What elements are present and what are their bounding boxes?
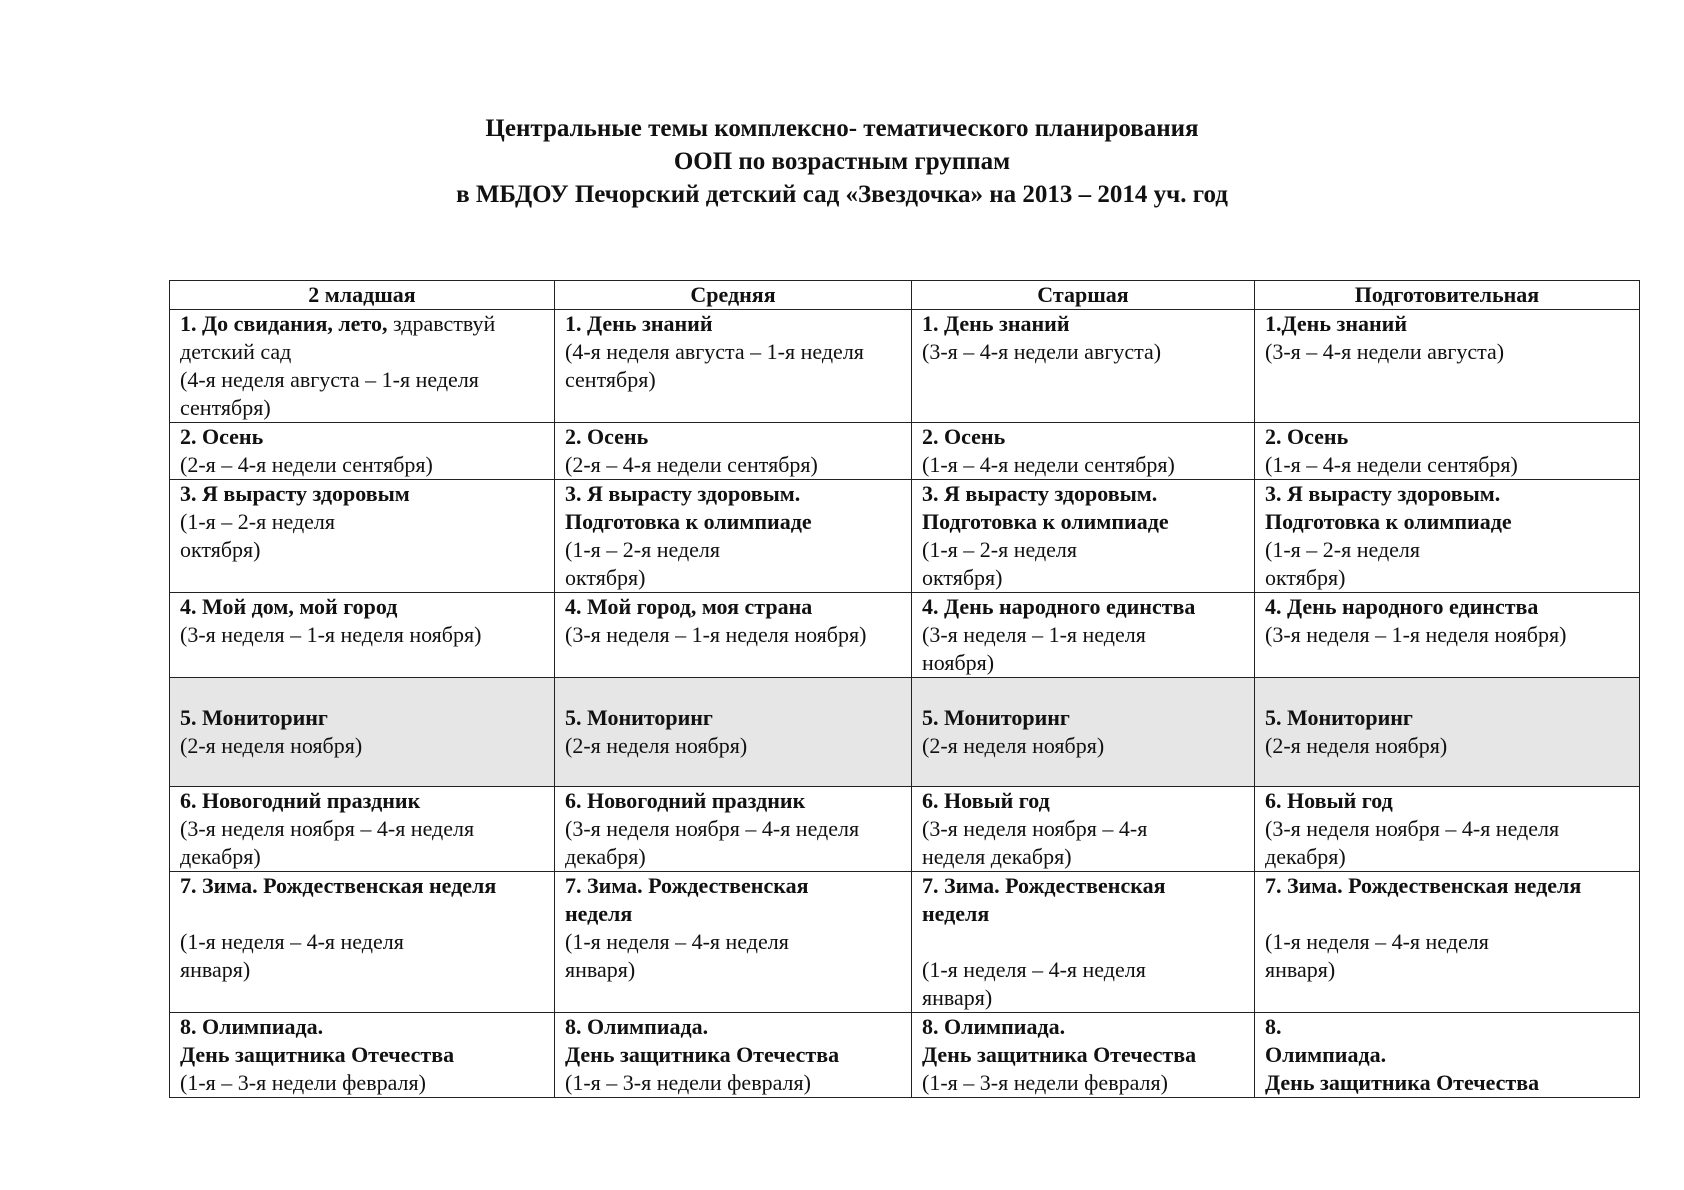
cell-bold-text: 8. [1265, 1014, 1282, 1039]
cell-line [1265, 1013, 1633, 1041]
cell-bold-text: 7. Зима. Рождественская неделя [1265, 873, 1582, 898]
table-row [170, 593, 1640, 678]
cell-line [922, 564, 1248, 592]
cell-regular-text: (1-я – 4-я недели сентября) [922, 452, 1175, 477]
cell-line [1265, 928, 1633, 956]
cell-line [180, 928, 548, 956]
table-cell [912, 678, 1255, 787]
table-cell [1255, 310, 1640, 423]
cell-line [565, 564, 905, 592]
cell-line [565, 451, 905, 479]
cell-regular-text: января) [922, 985, 993, 1010]
column-header: Подготовительная [1255, 281, 1640, 310]
title-line: ООП по возрастным группам [673, 148, 1011, 175]
cell-regular-text: декабря) [565, 844, 646, 869]
cell-regular-text: (4-я неделя августа – 1-я неделя [565, 339, 864, 364]
cell-line [922, 649, 1248, 677]
cell-line [922, 732, 1248, 760]
table-cell [555, 593, 912, 678]
cell-bold-text: 1. День знаний [565, 311, 713, 336]
cell-bold-text: 6. Новый год [1265, 788, 1393, 813]
cell-line [1265, 900, 1633, 928]
cell-regular-text: (2-я – 4-я недели сентября) [565, 452, 818, 477]
cell-regular-text: (2-я – 4-я недели сентября) [180, 452, 433, 477]
cell-line [180, 310, 548, 338]
cell-bold-text: 3. Я вырасту здоровым [180, 481, 410, 506]
cell-bold-text: 4. День народного единства [1265, 594, 1539, 619]
cell-line [180, 1069, 548, 1097]
cell-line [1265, 1041, 1633, 1069]
cell-bold-text: 1.День знаний [1265, 311, 1408, 336]
cell-line [180, 394, 548, 422]
cell-line [1265, 593, 1633, 621]
cell-regular-text: декабря) [1265, 844, 1346, 869]
table-cell [1255, 678, 1640, 787]
cell-line [922, 1069, 1248, 1097]
cell-bold-text: 8. Олимпиада. [922, 1014, 1066, 1039]
cell-line [1265, 843, 1633, 871]
cell-bold-text: 2. Осень [565, 424, 649, 449]
table-cell [555, 1013, 912, 1098]
document-title [0, 112, 1684, 211]
table-body [170, 310, 1640, 1098]
table-header-row [170, 281, 1640, 310]
table-cell [912, 310, 1255, 423]
cell-line [565, 338, 905, 366]
cell-line [565, 423, 905, 451]
cell-regular-text: (1-я – 3-я недели февраля) [922, 1070, 1168, 1095]
cell-line [180, 536, 548, 564]
cell-regular-text: детский сад [180, 339, 292, 364]
table-cell [555, 310, 912, 423]
cell-regular-text: (3-я неделя – 1-я неделя ноября) [1265, 622, 1567, 647]
cell-line [922, 536, 1248, 564]
cell-line [922, 480, 1248, 508]
table-cell [170, 787, 555, 872]
cell-regular-text: октября) [565, 565, 646, 590]
cell-line [1265, 787, 1633, 815]
cell-bold-text: 3. Я вырасту здоровым. [1265, 481, 1501, 506]
cell-regular-text: (3-я неделя ноября – 4-я неделя [565, 816, 860, 841]
cell-line [180, 732, 548, 760]
cell-regular-text: (1-я неделя – 4-я неделя [565, 929, 789, 954]
cell-line [180, 593, 548, 621]
cell-regular-text: (3-я неделя ноября – 4-я [922, 816, 1148, 841]
table-cell [1255, 480, 1640, 593]
cell-regular-text: (2-я неделя ноября) [180, 733, 363, 758]
cell-line [565, 310, 905, 338]
cell-regular-text: здравствуй [387, 311, 496, 336]
cell-line [180, 451, 548, 479]
cell-regular-text: (3-я неделя – 1-я неделя ноября) [180, 622, 482, 647]
table-cell [555, 480, 912, 593]
cell-regular-text: (1-я – 2-я неделя [180, 509, 336, 534]
cell-bold-text: 6. Новый год [922, 788, 1050, 813]
cell-regular-text: (1-я – 2-я неделя [1265, 537, 1421, 562]
cell-line [180, 1041, 548, 1069]
cell-line [565, 928, 905, 956]
cell-line [565, 1013, 905, 1041]
table-cell [912, 423, 1255, 480]
cell-regular-text: (2-я неделя ноября) [1265, 733, 1448, 758]
column-header: Старшая [912, 281, 1255, 310]
cell-regular-text: (4-я неделя августа – 1-я неделя [180, 367, 479, 392]
cell-bold-text: 4. Мой дом, мой город [180, 594, 398, 619]
cell-line [180, 872, 548, 900]
table-row [170, 678, 1640, 787]
cell-regular-text: (1-я неделя – 4-я неделя [180, 929, 404, 954]
cell-regular-text: сентября) [180, 395, 271, 420]
cell-line [1265, 536, 1633, 564]
cell-line [922, 338, 1248, 366]
cell-regular-text: (3-я неделя ноября – 4-я неделя [1265, 816, 1560, 841]
column-header: Средняя [555, 281, 912, 310]
cell-bold-text: День защитника Отечества [922, 1042, 1197, 1067]
cell-line [1265, 423, 1633, 451]
cell-bold-text: неделя [922, 901, 990, 926]
cell-line [922, 843, 1248, 871]
cell-bold-text: 4. День народного единства [922, 594, 1196, 619]
column-header: 2 младшая [170, 281, 555, 310]
table-cell [1255, 872, 1640, 1013]
table-row [170, 1013, 1640, 1098]
cell-regular-text: (1-я – 3-я недели февраля) [180, 1070, 426, 1095]
cell-bold-text: 2. Осень [1265, 424, 1349, 449]
cell-line [565, 843, 905, 871]
cell-line [1265, 310, 1633, 338]
table-cell [555, 872, 912, 1013]
cell-line [922, 787, 1248, 815]
cell-line [1265, 815, 1633, 843]
cell-line [1265, 1069, 1633, 1097]
cell-bold-text: 2. Осень [922, 424, 1006, 449]
cell-line [922, 704, 1248, 732]
cell-regular-text: (3-я неделя – 1-я неделя ноября) [565, 622, 867, 647]
cell-line [180, 621, 548, 649]
cell-regular-text: октября) [1265, 565, 1346, 590]
cell-bold-text: Подготовка к олимпиаде [922, 509, 1169, 534]
cell-line [565, 787, 905, 815]
cell-regular-text: неделя декабря) [922, 844, 1072, 869]
table-cell [912, 872, 1255, 1013]
cell-regular-text: (3-я неделя ноября – 4-я неделя [180, 816, 475, 841]
cell-bold-text: 1. День знаний [922, 311, 1070, 336]
table-row [170, 310, 1640, 423]
cell-line [565, 366, 905, 394]
table-cell [1255, 1013, 1640, 1098]
cell-bold-text: День защитника Отечества [565, 1042, 840, 1067]
cell-bold-text: День защитника Отечества [1265, 1070, 1540, 1095]
cell-line [922, 900, 1248, 928]
cell-line [180, 843, 548, 871]
cell-line [180, 704, 548, 732]
cell-line [180, 480, 548, 508]
cell-line [565, 508, 905, 536]
cell-line [922, 1013, 1248, 1041]
cell-regular-text: ноября) [922, 650, 995, 675]
cell-regular-text: декабря) [180, 844, 261, 869]
cell-bold-text: 7. Зима. Рождественская [565, 873, 809, 898]
cell-regular-text: января) [1265, 957, 1336, 982]
table-cell [170, 593, 555, 678]
table-cell [1255, 423, 1640, 480]
table-cell [912, 787, 1255, 872]
cell-line [922, 872, 1248, 900]
table-cell [1255, 593, 1640, 678]
cell-line [922, 956, 1248, 984]
table-cell [1255, 787, 1640, 872]
cell-bold-text: 5. Мониторинг [180, 705, 328, 730]
cell-regular-text: (3-я неделя – 1-я неделя [922, 622, 1146, 647]
cell-line [180, 508, 548, 536]
cell-line [180, 900, 548, 928]
table-cell [555, 423, 912, 480]
table-cell [912, 593, 1255, 678]
cell-line [922, 310, 1248, 338]
cell-line [922, 423, 1248, 451]
cell-line [922, 451, 1248, 479]
table-cell [170, 480, 555, 593]
cell-line [565, 536, 905, 564]
title-line: Центральные темы комплексно- тематического планирования [485, 115, 1199, 142]
cell-bold-text: 6. Новогодний праздник [180, 788, 421, 813]
table-cell [912, 480, 1255, 593]
cell-bold-text: Подготовка к олимпиаде [565, 509, 812, 534]
title-line: в МБДОУ Печорский детский сад «Звездочка» на 2013 – 2014 уч. год [456, 181, 1228, 208]
cell-regular-text: (3-я – 4-я недели августа) [1265, 339, 1505, 364]
cell-bold-text: 1. До свидания, лето, [180, 311, 388, 336]
cell-bold-text: 6. Новогодний праздник [565, 788, 806, 813]
cell-line [1265, 704, 1633, 732]
cell-regular-text: (1-я неделя – 4-я неделя [1265, 929, 1489, 954]
cell-line [1265, 451, 1633, 479]
cell-line [1265, 480, 1633, 508]
cell-bold-text: Подготовка к олимпиаде [1265, 509, 1512, 534]
thematic-plan-table [169, 280, 1640, 1098]
cell-line [1265, 872, 1633, 900]
cell-line [922, 815, 1248, 843]
cell-line [565, 815, 905, 843]
cell-line [180, 366, 548, 394]
cell-line [1265, 564, 1633, 592]
cell-bold-text: 8. Олимпиада. [565, 1014, 709, 1039]
cell-regular-text: (2-я неделя ноября) [565, 733, 748, 758]
cell-line [1265, 732, 1633, 760]
cell-regular-text: (1-я неделя – 4-я неделя [922, 957, 1146, 982]
cell-line [565, 593, 905, 621]
cell-line [180, 956, 548, 984]
table-row [170, 480, 1640, 593]
cell-regular-text: января) [565, 957, 636, 982]
cell-line [180, 1013, 548, 1041]
table-cell [170, 310, 555, 423]
cell-regular-text: октября) [180, 537, 261, 562]
cell-bold-text: 4. Мой город, моя страна [565, 594, 813, 619]
cell-regular-text: сентября) [565, 367, 656, 392]
cell-line [180, 815, 548, 843]
table-cell [555, 787, 912, 872]
table-cell [555, 678, 912, 787]
cell-bold-text: 7. Зима. Рождественская [922, 873, 1166, 898]
cell-regular-text: (1-я – 4-я недели сентября) [1265, 452, 1518, 477]
cell-regular-text: октября) [922, 565, 1003, 590]
cell-bold-text: 7. Зима. Рождественская неделя [180, 873, 497, 898]
cell-line [565, 956, 905, 984]
cell-line [565, 732, 905, 760]
cell-regular-text: (1-я – 2-я неделя [565, 537, 721, 562]
cell-line [922, 984, 1248, 1012]
cell-regular-text: (1-я – 3-я недели февраля) [565, 1070, 811, 1095]
cell-line [1265, 508, 1633, 536]
cell-line [565, 1041, 905, 1069]
cell-bold-text: 3. Я вырасту здоровым. [565, 481, 801, 506]
table-cell [170, 1013, 555, 1098]
cell-line [565, 1069, 905, 1097]
cell-line [180, 338, 548, 366]
cell-regular-text: января) [180, 957, 251, 982]
cell-line [1265, 338, 1633, 366]
cell-bold-text: 3. Я вырасту здоровым. [922, 481, 1158, 506]
cell-line [565, 900, 905, 928]
cell-line [565, 704, 905, 732]
table-cell [912, 1013, 1255, 1098]
cell-line [1265, 621, 1633, 649]
table-row [170, 423, 1640, 480]
cell-bold-text: День защитника Отечества [180, 1042, 455, 1067]
cell-line [922, 621, 1248, 649]
cell-line [180, 787, 548, 815]
cell-bold-text: 5. Мониторинг [922, 705, 1070, 730]
cell-bold-text: 2. Осень [180, 424, 264, 449]
cell-line [565, 480, 905, 508]
cell-regular-text: (1-я – 2-я неделя [922, 537, 1078, 562]
cell-bold-text: 5. Мониторинг [1265, 705, 1413, 730]
table-row [170, 787, 1640, 872]
cell-line [922, 593, 1248, 621]
cell-bold-text: 5. Мониторинг [565, 705, 713, 730]
cell-line [1265, 956, 1633, 984]
cell-line [922, 928, 1248, 956]
cell-line [180, 423, 548, 451]
cell-bold-text: Олимпиада. [1265, 1042, 1387, 1067]
cell-bold-text: неделя [565, 901, 633, 926]
table-cell [170, 678, 555, 787]
cell-regular-text: (3-я – 4-я недели августа) [922, 339, 1162, 364]
cell-regular-text: (2-я неделя ноября) [922, 733, 1105, 758]
table-cell [170, 423, 555, 480]
table-row [170, 872, 1640, 1013]
cell-line [565, 872, 905, 900]
cell-bold-text: 8. Олимпиада. [180, 1014, 324, 1039]
cell-line [565, 621, 905, 649]
cell-line [922, 1041, 1248, 1069]
table-cell [170, 872, 555, 1013]
cell-line [922, 508, 1248, 536]
